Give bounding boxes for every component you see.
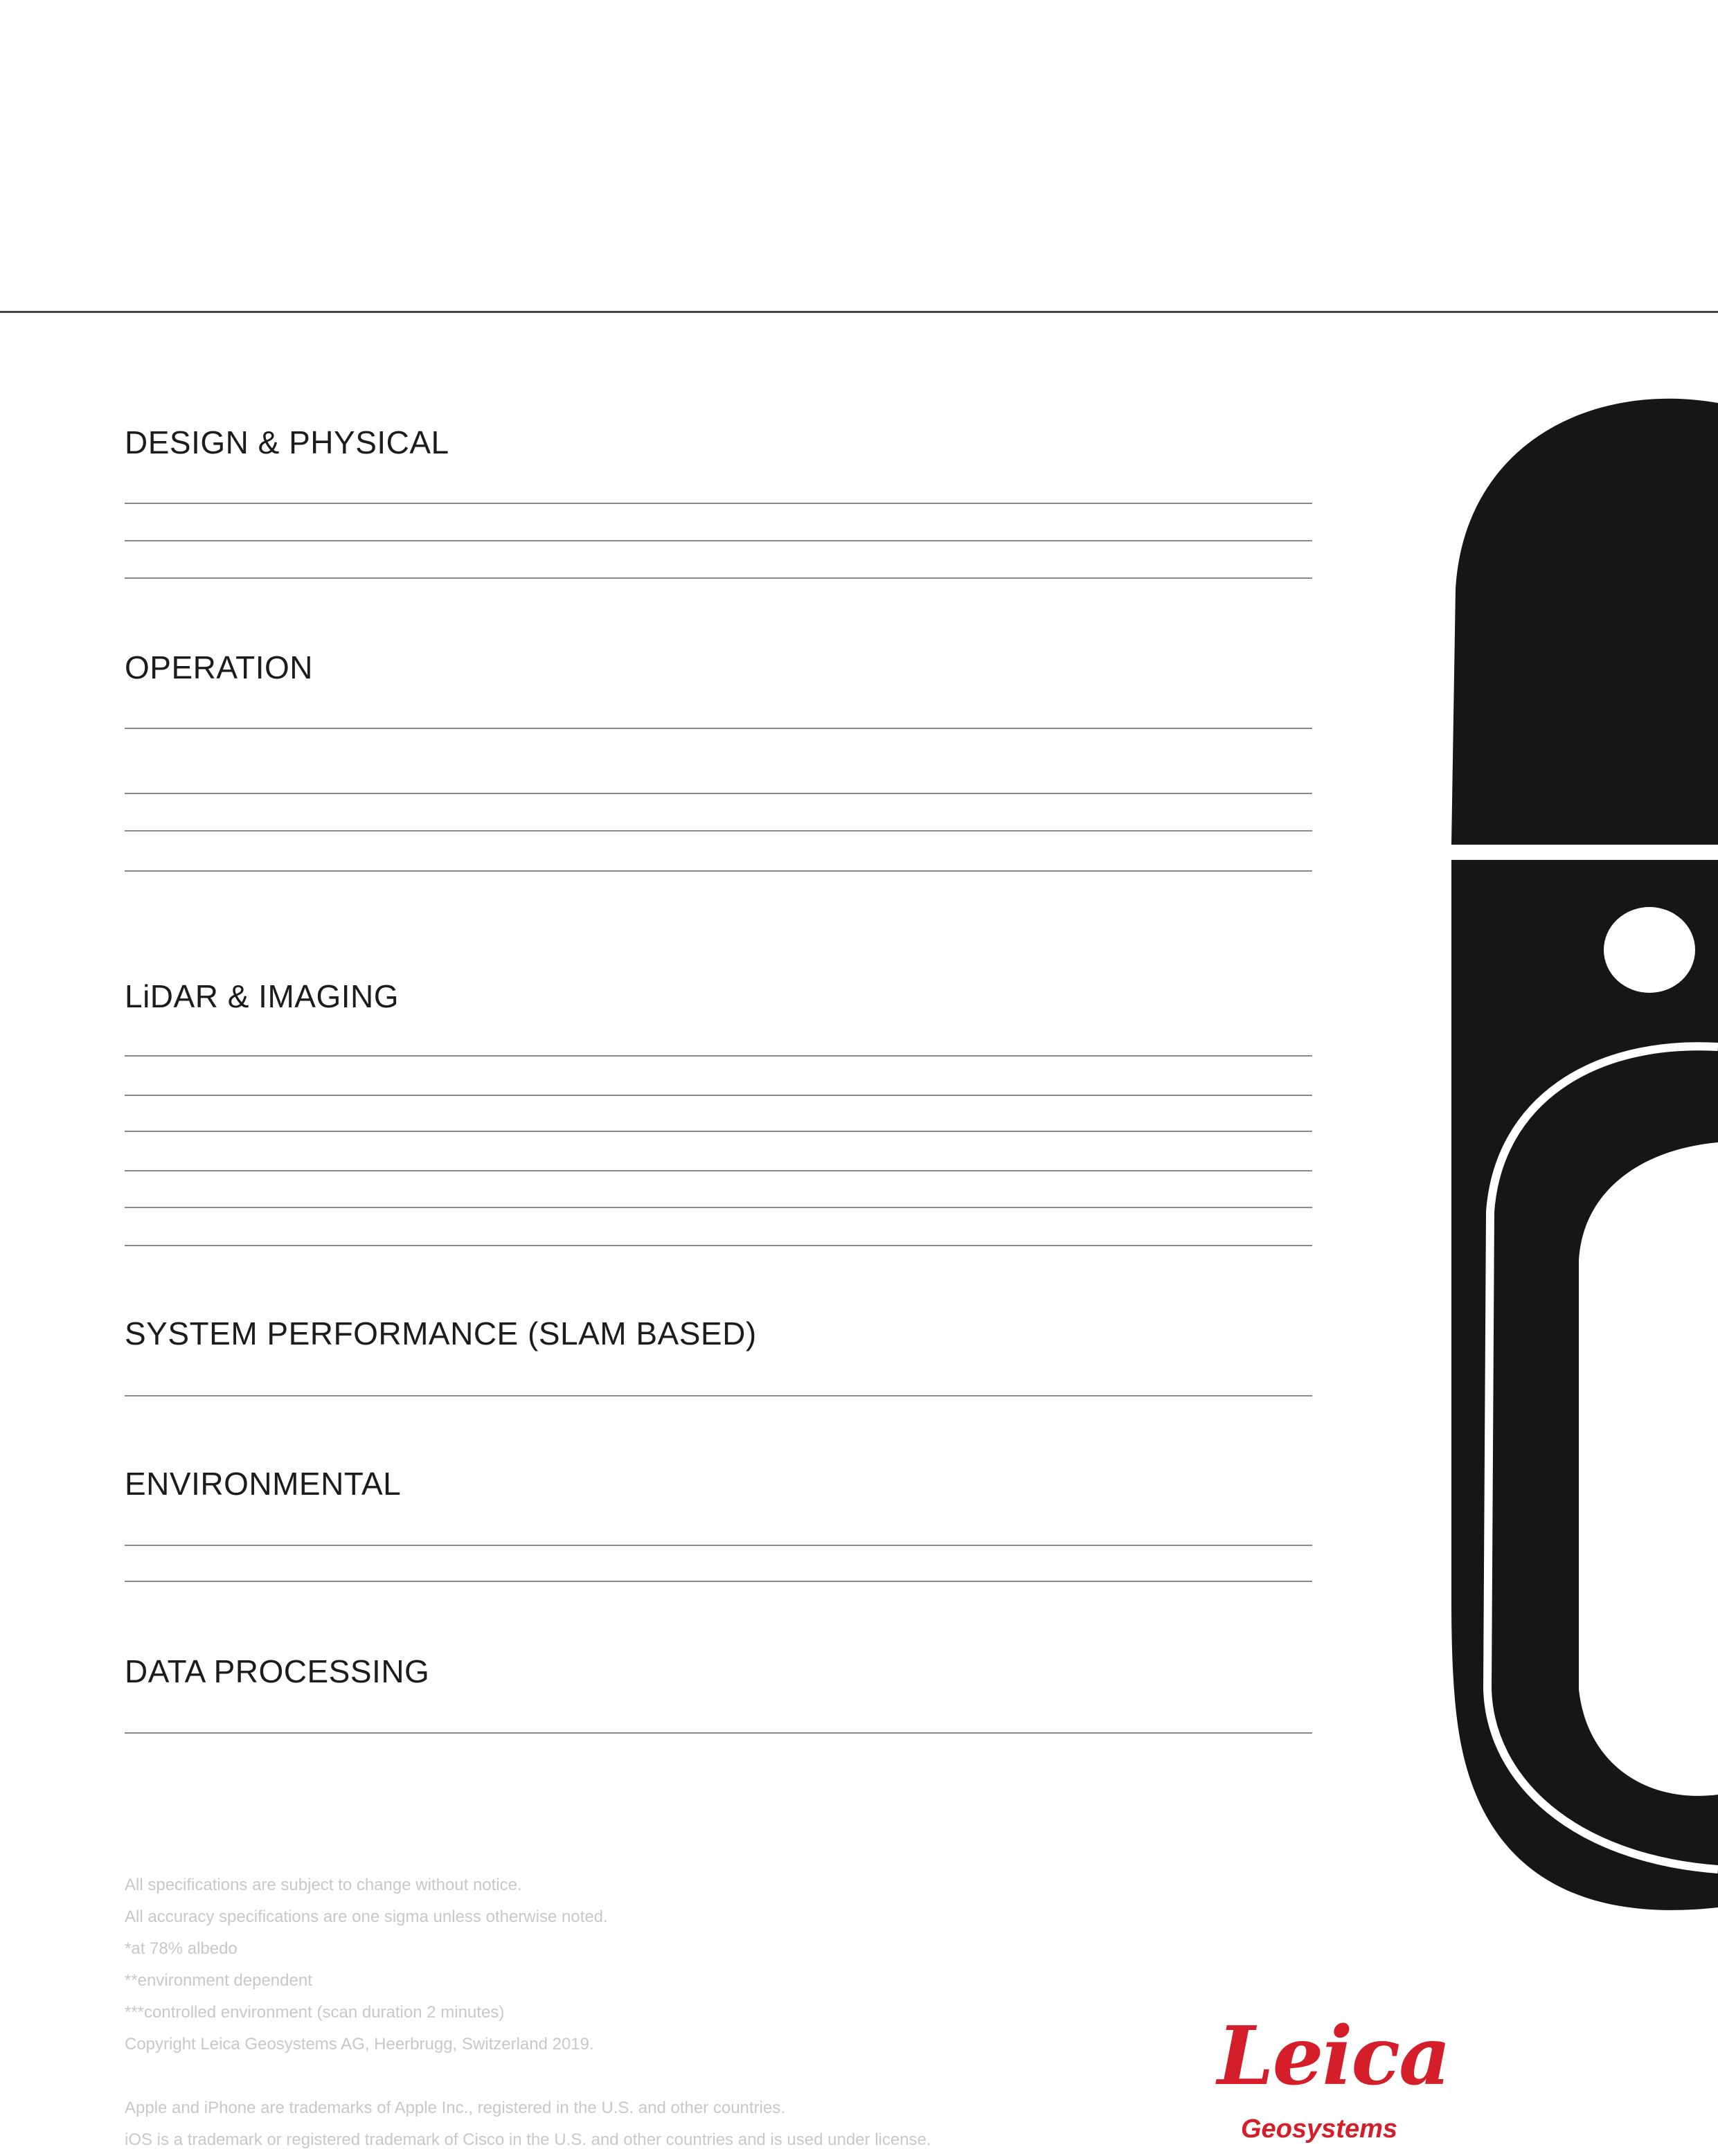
spec-row-divider — [125, 870, 1312, 872]
section-heading-data-processing: DATA PROCESSING — [125, 1653, 430, 1689]
footnote-line: All specifications are subject to change without notice. — [125, 1876, 522, 1894]
spec-row-divider — [125, 503, 1312, 504]
spec-row-divider — [125, 1545, 1312, 1546]
scanner-head-shape — [1451, 399, 1718, 845]
spec-row-divider — [125, 1245, 1312, 1246]
scanner-device-illustration — [1413, 388, 1718, 1911]
spec-row-divider — [125, 577, 1312, 579]
spec-row-divider — [125, 1055, 1312, 1057]
spec-row-divider — [125, 1170, 1312, 1171]
section-heading-operation: OPERATION — [125, 649, 314, 685]
spec-row-divider — [125, 540, 1312, 541]
footnote-line: ***controlled environment (scan duration 2 minutes) — [125, 2003, 505, 2022]
trademark-line: iOS is a trademark or registered trademark of Cisco in the U.S. and other countries and is used under license. — [125, 2130, 931, 2149]
section-heading-environmental: ENVIRONMENTAL — [125, 1466, 402, 1502]
logo-division: Geosystems — [1241, 2114, 1398, 2144]
spec-row-divider — [125, 1095, 1312, 1096]
leica-geosystems-logo — [1205, 2009, 1450, 2150]
spec-row-divider — [125, 793, 1312, 794]
spec-row-divider — [125, 1207, 1312, 1208]
footnote-line: *at 78% albedo — [125, 1939, 238, 1958]
spec-row-divider — [125, 1581, 1312, 1582]
footnotes — [125, 1869, 1163, 2156]
spec-row-divider — [125, 830, 1312, 832]
section-heading-system-performance: SYSTEM PERFORMANCE (SLAM BASED) — [125, 1315, 757, 1351]
header-divider — [0, 311, 1718, 313]
trademark-line: Apple and iPhone are trademarks of Apple Inc., registered in the U.S. and other countries. — [125, 2099, 785, 2117]
spec-row-divider — [125, 1395, 1312, 1396]
footnote-line: **environment dependent — [125, 1971, 312, 1990]
footnote-line: All accuracy specifications are one sigma unless otherwise noted. — [125, 1907, 608, 1926]
scanner-window-shape — [1579, 1142, 1718, 1796]
spec-row-divider — [125, 1732, 1312, 1734]
logo-wordmark: Leica — [1217, 2009, 1450, 2103]
spec-row-divider — [125, 1131, 1312, 1132]
section-heading-lidar-imaging: LiDAR & IMAGING — [125, 978, 400, 1014]
footnote-spacer — [125, 2060, 1163, 2092]
spec-row-divider — [125, 728, 1312, 729]
section-heading-design-physical: DESIGN & PHYSICAL — [125, 424, 449, 460]
footnote-line: Copyright Leica Geosystems AG, Heerbrugg, Switzerland 2019. — [125, 2035, 594, 2054]
scanner-button-shape — [1604, 907, 1695, 993]
